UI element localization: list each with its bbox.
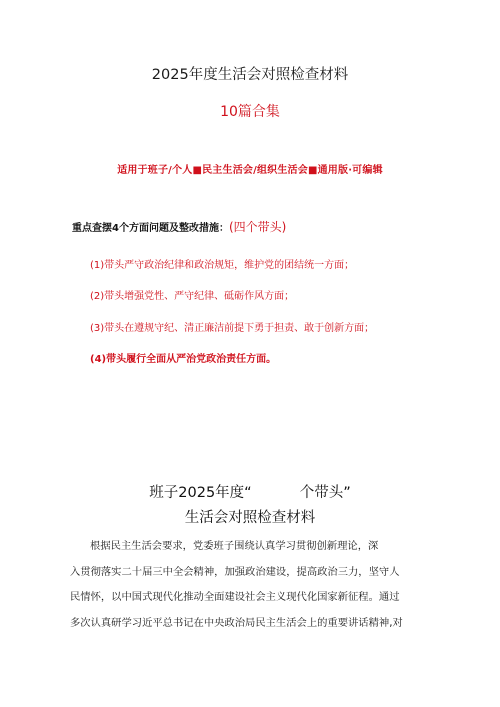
document-title: 2025年度生活会对照检查材料 xyxy=(151,67,349,83)
list-item: (1)带头严守政治纪律和政治规矩，维护党的团结统一方面； xyxy=(90,260,355,271)
list-item: (4)带头履行全面从严治党政治责任方面。 xyxy=(90,354,277,365)
document-subtitle: 10篇合集 xyxy=(220,104,280,120)
list-item: (2)带头增强党性、严守纪律、砥砺作风方面； xyxy=(90,291,295,302)
section-title-part1: 班子2025年度“ xyxy=(149,485,252,501)
scope-line: 适用于班子/个人■民主生活会/组织生活会■通用版·可编辑 xyxy=(117,165,383,176)
section-title xyxy=(0,481,500,502)
section-title-part2: 个带头” xyxy=(299,485,351,501)
paragraph-line: 根据民主生活会要求，党委班子围绕认真学习贯彻创新理论，深 xyxy=(90,540,379,552)
list-item: (3)带头在遵规守纪、清正廉洁前提下勇于担责、敢于创新方面； xyxy=(90,323,375,334)
focus-highlight: (四个带头) xyxy=(228,220,287,234)
paragraph-line: 入贯彻落实二十届三中全会精神，加强政治建设，提高政治三力，坚守人 xyxy=(70,566,400,578)
section-title-line2: 生活会对照检查材料 xyxy=(184,510,316,526)
paragraph-line: 多次认真研学习近平总书记在中央政治局民主生活会上的重要讲话精神,对 xyxy=(70,617,403,629)
paragraph-line: 民情怀，以中国式现代化推动全面建设社会主义现代化国家新征程。通过 xyxy=(70,591,400,603)
focus-heading xyxy=(72,218,286,235)
focus-label: 重点查摆4个方面问题及整改措施： xyxy=(72,223,229,234)
